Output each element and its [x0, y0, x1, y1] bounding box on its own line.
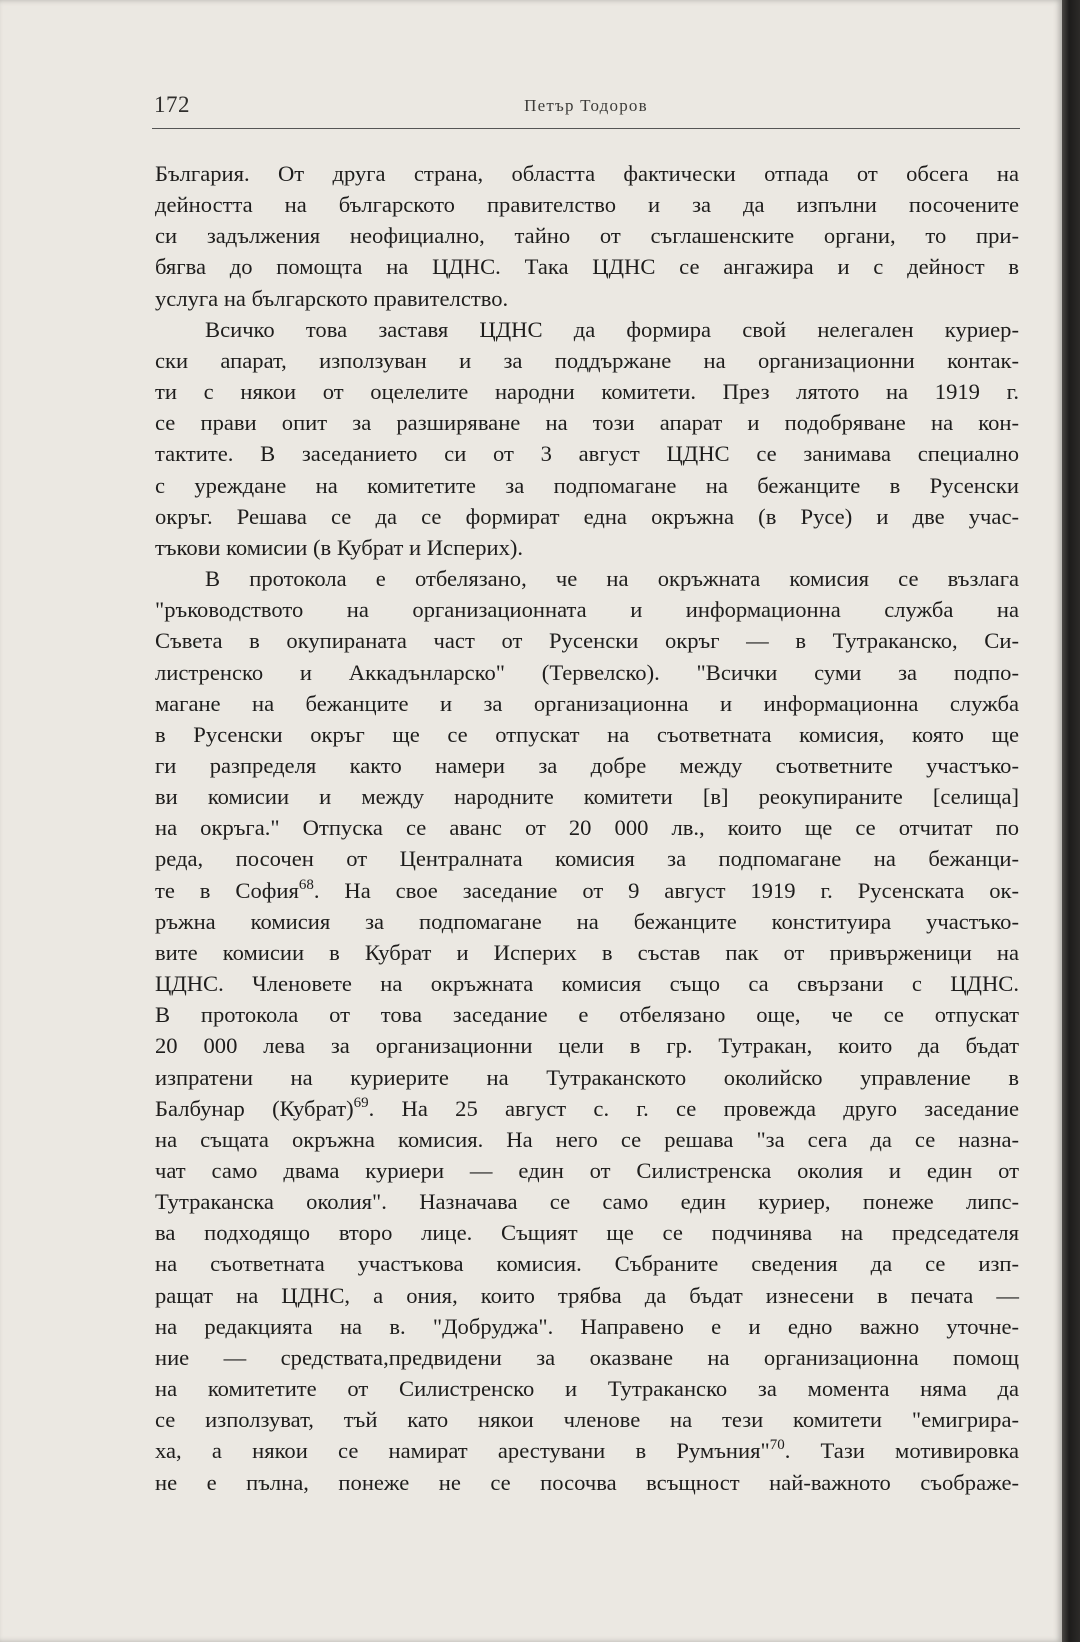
- text-line: се използуват, тъй като някои членове на тези комитети "емигрира-: [155, 1407, 1019, 1433]
- text-line: ние — средствата,предвидени за оказване на организационна помощ: [155, 1344, 1019, 1370]
- text-line: окръг. Решава се да се формират една окръжна (в Русе) и две учас-: [155, 503, 1019, 529]
- text-line: В протокола от това заседание е отбелязано още, че се отпускат: [155, 1002, 1019, 1028]
- text-line: услуга на българското правителство.: [155, 285, 509, 311]
- header-rule: [152, 128, 1020, 129]
- text-line: ти с някои от оцелелите народни комитети. През лятото на 1919 г.: [155, 379, 1019, 405]
- text-line: ращат на ЦДНС, а ония, които трябва да бъдат изнесени в печата —: [155, 1282, 1019, 1308]
- text-line: бягва до помощта на ЦДНС. Така ЦДНС се ангажира и с дейност в: [155, 254, 1019, 280]
- text-line: [155, 1435, 1019, 1466]
- line-text: те в София: [155, 877, 299, 903]
- text-line: Тутраканска околия". Назначава се само един куриер, понеже липс-: [155, 1189, 1019, 1215]
- text-line: ЦДНС. Членовете на окръжната комисия също са свързани с ЦДНС.: [155, 971, 1019, 997]
- text-line: ски апарат, използуван и за поддържане на организационни контак-: [155, 347, 1019, 373]
- body-text: [155, 158, 1019, 1498]
- text-line: ви комисии и между народните комитети [в] реокупираните [селища]: [155, 784, 1019, 810]
- text-line: не е пълна, понеже не се посочва всъщност най-важното съображе-: [155, 1469, 1019, 1495]
- text-line: на съответната участъкова комисия. Събраните сведения да се изп-: [155, 1251, 1019, 1277]
- line-text: ха, а някои се намират арестувани в Румъния": [155, 1438, 770, 1464]
- text-line: Съвета в окупираната част от Русенски окръг — в Тутраканско, Си-: [155, 628, 1019, 654]
- text-line: В протокола е отбелязано, че на окръжната комисия се възлага: [205, 566, 1019, 592]
- text-line: България. От друга страна, областта фактически отпада от обсега на: [155, 161, 1019, 186]
- text-line: си задължения неофициално, тайно от съглашенските органи, то при-: [155, 223, 1019, 249]
- line-text: . На 25 август с. г. се провежда друго заседание: [368, 1095, 1020, 1121]
- page-number: 172: [154, 92, 190, 117]
- text-line: листренско и Аккадънларско" (Тервелско). "Всички суми за подпо-: [155, 659, 1019, 685]
- text-line: се прави опит за разширяване на този апарат и подобряване на кон-: [155, 410, 1019, 436]
- text-line: Всичко това заставя ЦДНС да формира свой нелегален куриер-: [205, 316, 1019, 342]
- page-binding-edge: [1062, 0, 1080, 1642]
- line-text: . Тази мотивировка: [784, 1438, 1019, 1464]
- text-line: ръжна комисия за подпомагане на бежанците конституира участъко-: [155, 908, 1019, 934]
- text-line: реда, посочен от Централната комисия за подпомагане на бежанци-: [155, 846, 1019, 872]
- text-line: магане на бежанците и за организационна и информационна служба: [155, 690, 1019, 716]
- text-line: вите комисии в Кубрат и Исперих в състав пак от привърженици на: [155, 939, 1019, 965]
- text-line: в Русенски окръг ще се отпускат на съответната комисия, която ще: [155, 721, 1019, 747]
- text-line: [155, 1093, 1019, 1124]
- text-line: на комитетите от Силистренско и Тутраканско за момента няма да: [155, 1376, 1019, 1402]
- text-line: на същата окръжна комисия. На него се решава "за сега да се назна-: [155, 1126, 1019, 1152]
- text-line: 20 000 лева за организационни цели в гр. Тутракан, които да бъдат: [155, 1033, 1019, 1059]
- text-line: дейността на българското правителство и за да изпълни посочените: [155, 192, 1019, 218]
- text-line: чат само двама куриери — един от Силистренска околия и един от: [155, 1158, 1019, 1183]
- line-text: Балбунар (Кубрат): [155, 1095, 354, 1121]
- footnote-marker: 70: [769, 1437, 785, 1454]
- footnote-marker: 69: [353, 1094, 369, 1111]
- text-line: на редакцията на в. "Добруджа". Направено е и едно важно уточне-: [155, 1313, 1019, 1339]
- line-text: . На свое заседание от 9 август 1919 г. Русенската ок-: [313, 877, 1019, 903]
- text-line: [155, 875, 1019, 906]
- text-line: ва подходящо второ лице. Същият ще се подчинява на председателя: [155, 1220, 1019, 1246]
- text-line: тъкови комисии (в Кубрат и Исперих).: [155, 534, 524, 560]
- page-header: [152, 88, 1020, 124]
- text-line: изпратени на куриерите на Тутраканското околийско управление в: [155, 1064, 1019, 1090]
- text-line: с уреждане на комитетите за подпомагане на бежанците в Русенски: [155, 472, 1019, 498]
- text-line: ги разпределя както намери за добре между съответните участъко-: [155, 752, 1019, 778]
- running-head-author: Петър Тодоров: [524, 96, 648, 115]
- footnote-marker: 68: [298, 876, 314, 893]
- text-line: тактите. В заседанието си от 3 август ЦДНС се занимава специално: [155, 441, 1019, 467]
- text-line: на окръга." Отпуска се аванс от 20 000 лв., които ще се отчитат по: [155, 815, 1019, 841]
- text-line: "ръководството на организационната и информационна служба на: [155, 597, 1019, 623]
